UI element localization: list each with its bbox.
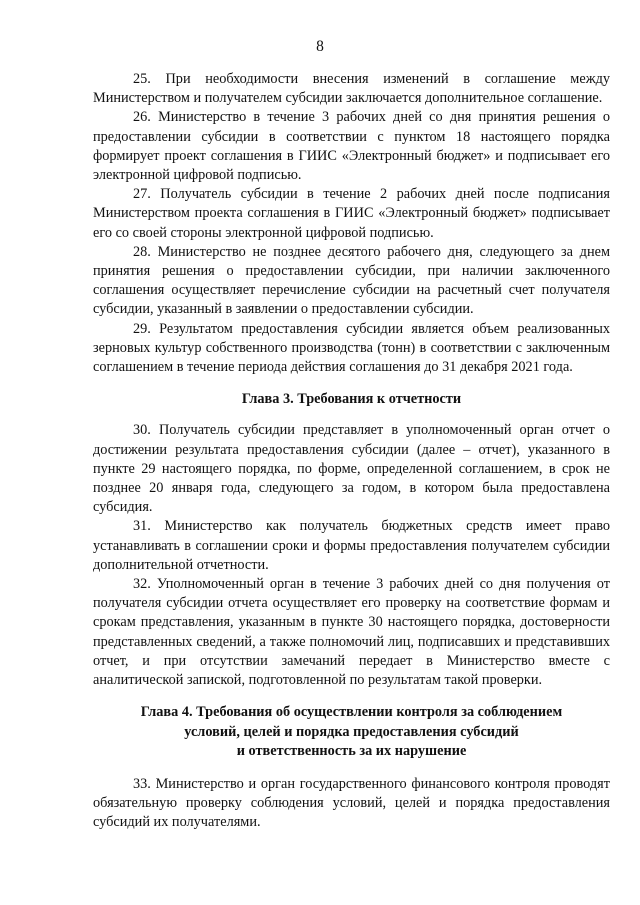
- paragraph-26: 26. Министерство в течение 3 рабочих дней со дня принятия решения о предоставлении субсидии в соответствии с пунктом 18 настоящего порядка формирует проект соглашения в ГИИС «Электронный бюджет» и подписывает его электронной цифровой подписью.: [93, 109, 610, 184]
- chapter-3-heading-line: Глава 3. Требования к отчетности: [241, 391, 462, 408]
- paragraph-28: 28. Министерство не позднее десятого рабочего дня, следующего за днем принятия решения о предоставлении субсидии, при наличии заключенного соглашения осуществляет перечисление субсидии на расчетный счет получателя субсидии, указанный в заявлении о предоставлении субсидии.: [93, 243, 610, 318]
- chapter-4-heading-line-3: и ответственность за их нарушение: [236, 742, 467, 759]
- page-number: 8: [316, 38, 324, 55]
- paragraph-32: 32. Уполномоченный орган в течение 3 рабочих дней со дня получения от получателя субсидии отчета осуществляет его проверку на соответствие формам и срокам представления, указанным в пункте 30 настоящего порядка, достоверности представленных сведений, а также полномочий лиц, подписавших и представивших отчет, и при отсутствии замечаний передает в Министерство вместе с аналитической запиской, подготовленной по результатам такой проверки.: [93, 576, 610, 689]
- paragraph-30: 30. Получатель субсидии представляет в уполномоченный орган отчет о достижении результата предоставления субсидии (далее – отчет), указанного в пункте 29 настоящего порядка, по форме, определенной соглашением, в срок не позднее 20 января года, следующего за годом, в котором была предоставлена субсидия.: [93, 422, 610, 516]
- paragraph-25: 25. При необходимости внесения изменений в соглашение между Министерством и получателем субсидии заключается дополнительное соглашение.: [93, 71, 610, 107]
- chapter-4-heading-line-1: Глава 4. Требования об осуществлении контроля за соблюдением: [140, 704, 563, 721]
- chapter-4-heading: [93, 703, 610, 761]
- chapter-4-heading-line-2: условий, целей и порядка предоставления субсидий: [184, 723, 519, 740]
- chapter-3-heading: [93, 390, 610, 409]
- paragraph-27: 27. Получатель субсидии в течение 2 рабочих дней после подписания Министерством проекта соглашения в ГИИС «Электронный бюджет» подписывает его со своей стороны электронной цифровой подписью.: [93, 186, 610, 241]
- paragraph-33: 33. Министерство и орган государственного финансового контроля проводят обязательную проверку соблюдения условий, целей и порядка предоставления субсидий их получателями.: [93, 775, 610, 831]
- document-body: [93, 70, 610, 833]
- paragraph-29: 29. Результатом предоставления субсидии является объем реализованных зерновых культур собственного производства (тонн) в соответствии с заключенным соглашением в течение периода действия соглашения до 31 декабря 2021 года.: [93, 320, 610, 376]
- paragraph-31: 31. Министерство как получатель бюджетных средств имеет право устанавливать в соглашении сроки и формы предоставления получателем субсидии дополнительной отчетности.: [93, 518, 610, 573]
